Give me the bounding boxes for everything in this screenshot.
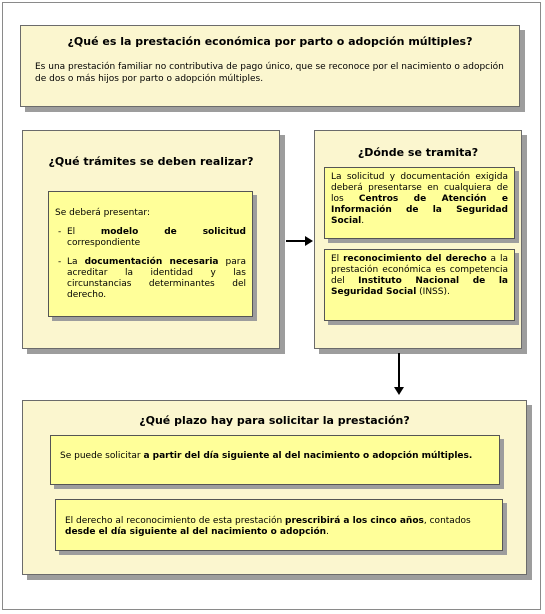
tramites-list [55,227,246,301]
plazo-inner-box-1 [50,435,500,485]
arrow-down-head [394,387,404,395]
plazo-inner-box-2 [55,499,503,551]
plazo-box1-prefix: Se puede solicitar [60,451,144,461]
plazo-box2-end: . [326,527,329,537]
tramites-inner-box [48,191,253,317]
item2-suffix: para acreditar la identidad y las circunstancias determinantes del derecho. [67,257,246,300]
donde-box1-text: La solicitud y documentación exigida deberá presentarse en cualquiera de los [331,172,508,204]
plazo-box [22,400,527,575]
plazo-box2-mid: , contados [423,516,471,526]
definition-title: ¿Qué es la prestación económica por parto o adopción múltiples? [67,35,473,48]
plazo-title: ¿Qué plazo hay para solicitar la prestación? [139,414,410,427]
donde-box2-bold2: Instituto Nacional de la Seguridad Social [331,276,508,297]
arrow-right-head [305,236,313,246]
donde-inner-box-2 [324,249,515,321]
donde-box2-mid: a la prestación económica es competencia del [331,254,508,286]
plazo-box2-prefix: El derecho al reconocimiento de esta prestación [65,516,286,526]
definition-box [20,25,520,107]
item1-bold: modelo de solicitud [100,227,246,237]
item2-prefix: La [67,257,85,267]
tramites-title: ¿Qué trámites se deben realizar? [48,155,254,168]
donde-box1-bold: Centros de Atención e Información de la Seguridad Social [331,194,508,226]
definition-text: Es una prestación familiar no contributiva de pago único, que se reconoce por el nacimiento o adopción de dos o más hijos por parto o adopción múltiples. [35,62,504,84]
item2-bold: documentación necesaria [84,257,219,267]
tramites-item-modelo: - El modelo de solicitud correspondiente [58,227,246,248]
plazo-box2-bold1: prescribirá a los cinco años [285,516,424,526]
item1-suffix: correspondiente [67,238,141,248]
donde-box [314,130,522,349]
plazo-box2-bold2: desde el día siguiente al del nacimiento o adopción [65,527,327,537]
arrow-down-line [398,353,400,388]
item1-prefix: El [67,227,101,237]
donde-box2-bold1: reconocimiento del derecho [343,254,487,264]
donde-title: ¿Dónde se tramita? [357,146,479,159]
donde-box2-end: (INSS). [416,287,450,297]
plazo-box1-bold: a partir del día siguiente al del nacimiento o adopción múltiples. [143,451,473,461]
tramites-box [22,130,280,349]
donde-box2-prefix: El [331,254,344,264]
donde-inner-box-1 [324,167,515,239]
donde-box1-end: . [361,216,365,226]
tramites-item-documentacion: - La documentación necesaria para acreditar la identidad y las circunstancias determinantes del derecho. [58,257,246,300]
tramites-intro: Se deberá presentar: [55,208,150,218]
arrow-right-line [286,240,306,242]
